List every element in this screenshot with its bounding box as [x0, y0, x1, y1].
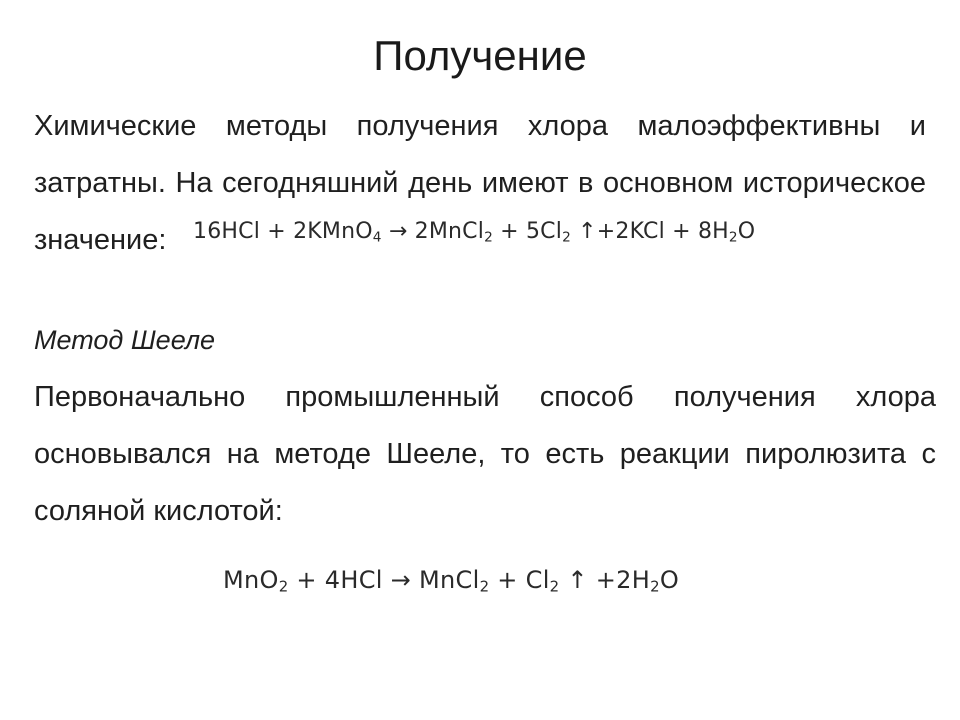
equation-potassium-permanganate: [193, 215, 755, 249]
eq1-term-mncl2: 2MnCl$_2$: [414, 219, 493, 246]
eq2-term-h2o: $2H_2O$: [616, 566, 680, 596]
eq2-plus: +: [595, 566, 617, 594]
eq1-arrow: →: [388, 219, 408, 244]
eq1-plus: +: [500, 219, 519, 244]
eq2-term-mncl2: MnCl$_2$: [419, 566, 490, 596]
eq2-term-mno2: MnO$_2$: [223, 566, 289, 596]
eq1-term-kmno4: 2KMnO$_4$: [293, 219, 382, 246]
eq2-term-cl2: $Cl_2$: [525, 566, 560, 596]
eq2-gas-arrow: ↑: [567, 566, 588, 594]
eq2-plus: +: [497, 566, 518, 594]
method-heading: Метод Шееле: [34, 325, 216, 355]
eq1-plus: +: [267, 219, 286, 244]
eq2-arrow: →: [390, 566, 412, 594]
eq1-plus: +: [672, 219, 691, 244]
eq1-term-hcl: 16HCl: [193, 219, 261, 244]
eq1-gas-arrow: ↑: [578, 219, 597, 244]
intro-paragraph: Химические методы получения хлора малоэффективны и затратны. На сегодняшний день имеют в основном историческое значение:: [34, 110, 926, 256]
method-paragraph: Первоначально промышленный способ получения хлора основывался на методе Шееле, то есть реакции пиролюзита с соляной кислотой:: [34, 381, 936, 527]
eq2-term-hcl: 4HCl: [324, 566, 383, 594]
slide-title: Получение: [373, 32, 587, 79]
eq2-plus: +: [296, 566, 317, 594]
eq1-plus: +: [596, 219, 616, 244]
eq1-term-cl2: $5Cl_2$: [525, 219, 571, 246]
equation-scheele: [223, 562, 679, 598]
eq1-term-kcl: 2KCl: [615, 219, 665, 244]
eq1-term-h2o: $8H_2O$: [697, 219, 756, 246]
